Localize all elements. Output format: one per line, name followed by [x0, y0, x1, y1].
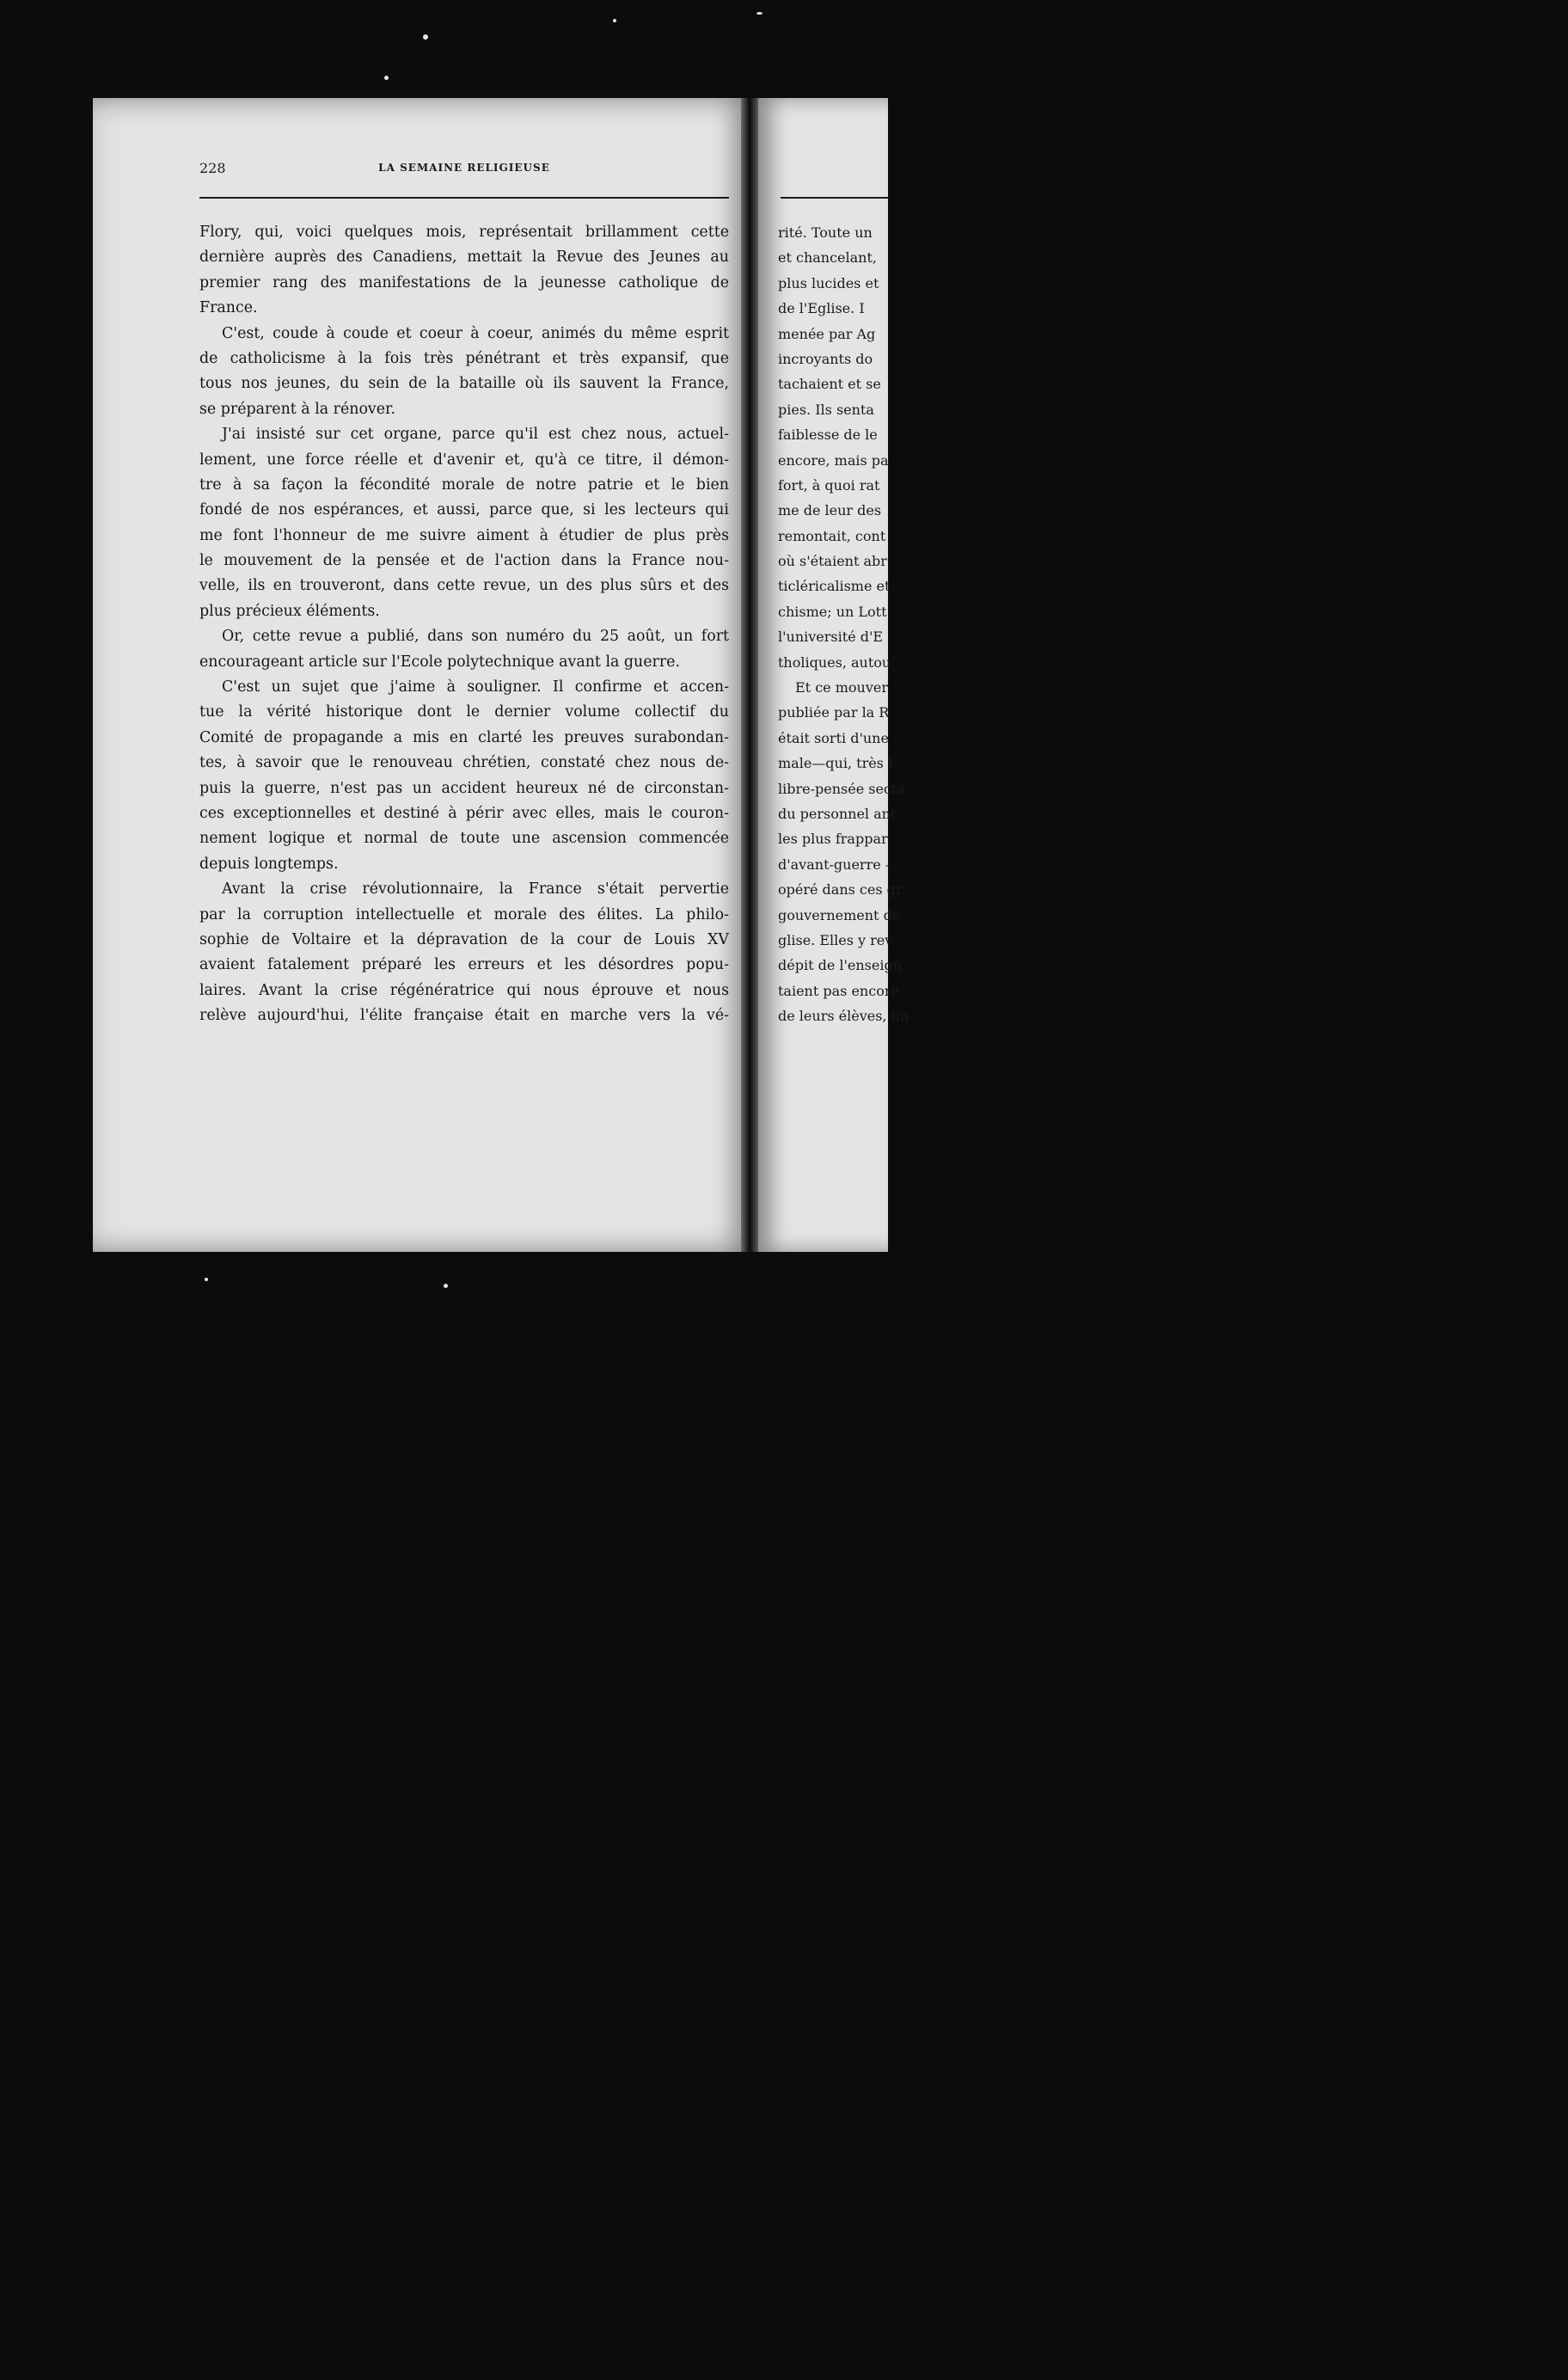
- header-rule: [199, 197, 729, 199]
- right-text-line: pies. Ils senta: [778, 401, 874, 418]
- film-speck: [756, 12, 763, 15]
- text-line: Comité de propagande a mis en clarté les preuves surabondan-: [199, 728, 729, 746]
- text-line: fondé de nos espérances, et aussi, parce que, si les lecteurs qui: [199, 501, 729, 519]
- right-text-line: Et ce mouver: [795, 679, 888, 696]
- right-text-line: gouvernement de: [778, 906, 901, 923]
- text-line: puis la guerre, n'est pas un accident heureux né de circonstan-: [199, 779, 729, 797]
- text-line: tous nos jeunes, du sein de la bataille où ils sauvent la France,: [199, 375, 729, 393]
- right-text-line: menée par Ag: [778, 325, 876, 342]
- book-spine: [741, 98, 758, 1252]
- left-text-column: [199, 220, 729, 1029]
- right-text-line: faiblesse de le: [778, 426, 878, 444]
- text-line: Flory, qui, voici quelques mois, représentait brillamment cette: [199, 224, 729, 241]
- text-line: C'est, coude à coude et coeur à coeur, animés du même esprit: [222, 324, 729, 342]
- text-line: C'est un sujet que j'aime à souligner. Il confirme et accen-: [222, 678, 729, 696]
- text-line: ces exceptionnelles et destiné à périr avec elles, mais le couron-: [199, 804, 729, 822]
- text-line: tue la vérité historique dont le dernier volume collectif du: [199, 703, 729, 721]
- film-speck: [444, 1284, 448, 1288]
- text-line: laires. Avant la crise régénératrice qui nous éprouve et nous: [199, 981, 729, 999]
- right-text-column: [778, 220, 910, 1029]
- running-head: [199, 160, 729, 181]
- right-text-line: publiée par la R: [778, 704, 890, 721]
- film-speck: [384, 76, 389, 80]
- right-text-line: ticléricalisme et: [778, 578, 891, 595]
- text-line: le mouvement de la pensée et de l'action dans la France nou-: [199, 552, 729, 570]
- text-line: plus précieux éléments.: [199, 602, 380, 620]
- right-text-line: les plus frappar: [778, 831, 888, 848]
- right-text-line: et chancelant,: [778, 249, 877, 267]
- text-line: nement logique et normal de toute une ascension commencée: [199, 830, 729, 848]
- text-line: Avant la crise révolutionnaire, la France s'était pervertie: [222, 880, 729, 899]
- text-line: relève aujourd'hui, l'élite française était en marche vers la vé-: [199, 1007, 729, 1025]
- text-line: de catholicisme à la fois très pénétrant et très expansif, que: [199, 349, 729, 367]
- text-line: tre à sa façon la fécondité morale de notre patrie et le bien: [199, 475, 729, 494]
- right-text-line: encore, mais pa: [778, 451, 889, 469]
- header-rule-right: [781, 197, 888, 199]
- text-line: me font l'honneur de me suivre aiment à étudier de plus près: [199, 526, 729, 544]
- page-number: 228: [199, 160, 226, 176]
- text-line: tes, à savoir que le renouveau chrétien, constaté chez nous de-: [199, 754, 729, 772]
- right-text-line: l'université d'E: [778, 629, 884, 646]
- text-line: se préparent à la rénover.: [199, 400, 395, 418]
- film-speck: [613, 19, 616, 22]
- text-line: France.: [199, 299, 258, 317]
- right-text-line: male—qui, très l: [778, 755, 893, 772]
- text-line: premier rang des manifestations de la jeunesse catholique de: [199, 273, 729, 291]
- right-text-line: glise. Elles y rev: [778, 931, 893, 948]
- right-text-line: tachaient et se: [778, 376, 881, 393]
- right-text-line: opéré dans ces gr: [778, 881, 903, 899]
- text-line: velle, ils en trouveront, dans cette revue, un des plus sûrs et des: [199, 577, 729, 595]
- right-text-line: d'avant-guerre –: [778, 856, 892, 873]
- right-text-line: était sorti d'une: [778, 729, 889, 746]
- text-line: J'ai insisté sur cet organe, parce qu'il est chez nous, actuel-: [222, 426, 729, 444]
- right-text-line: rité. Toute un: [778, 224, 873, 241]
- right-text-line: de leurs élèves, un: [778, 1008, 910, 1025]
- right-text-line: me de leur des: [778, 502, 882, 519]
- right-text-line: plus lucides et: [778, 274, 879, 291]
- right-text-line: dépit de l'enseign: [778, 957, 903, 974]
- film-speck: [423, 34, 428, 40]
- text-line: depuis longtemps.: [199, 855, 339, 873]
- running-title: LA SEMAINE RELIGIEUSE: [378, 162, 550, 174]
- right-text-line: où s'étaient abr: [778, 553, 887, 570]
- text-line: encourageant article sur l'Ecole polytechnique avant la guerre.: [199, 653, 680, 671]
- text-line: par la corruption intellectuelle et morale des élites. La philo-: [199, 905, 729, 923]
- film-speck: [205, 1278, 208, 1281]
- right-text-line: libre-pensée secta: [778, 780, 905, 797]
- right-text-line: incroyants do: [778, 350, 873, 367]
- right-text-line: du personnel ant: [778, 805, 897, 822]
- text-line: sophie de Voltaire et la dépravation de la cour de Louis XV: [199, 930, 729, 948]
- right-text-line: remontait, cont: [778, 527, 886, 544]
- right-text-line: de l'Eglise. I: [778, 300, 865, 317]
- text-line: dernière auprès des Canadiens, mettait la Revue des Jeunes au: [199, 248, 729, 267]
- text-line: lement, une force réelle et d'avenir et, qu'à ce titre, il démon-: [199, 451, 729, 469]
- text-line: Or, cette revue a publié, dans son numéro du 25 août, un fort: [222, 628, 729, 646]
- right-text-line: fort, à quoi rat: [778, 476, 880, 494]
- text-line: avaient fatalement préparé les erreurs et les désordres popu-: [199, 956, 729, 974]
- right-text-line: taient pas encore: [778, 982, 899, 999]
- right-text-line: tholiques, autou: [778, 653, 891, 671]
- right-text-line: chisme; un Lott: [778, 603, 887, 620]
